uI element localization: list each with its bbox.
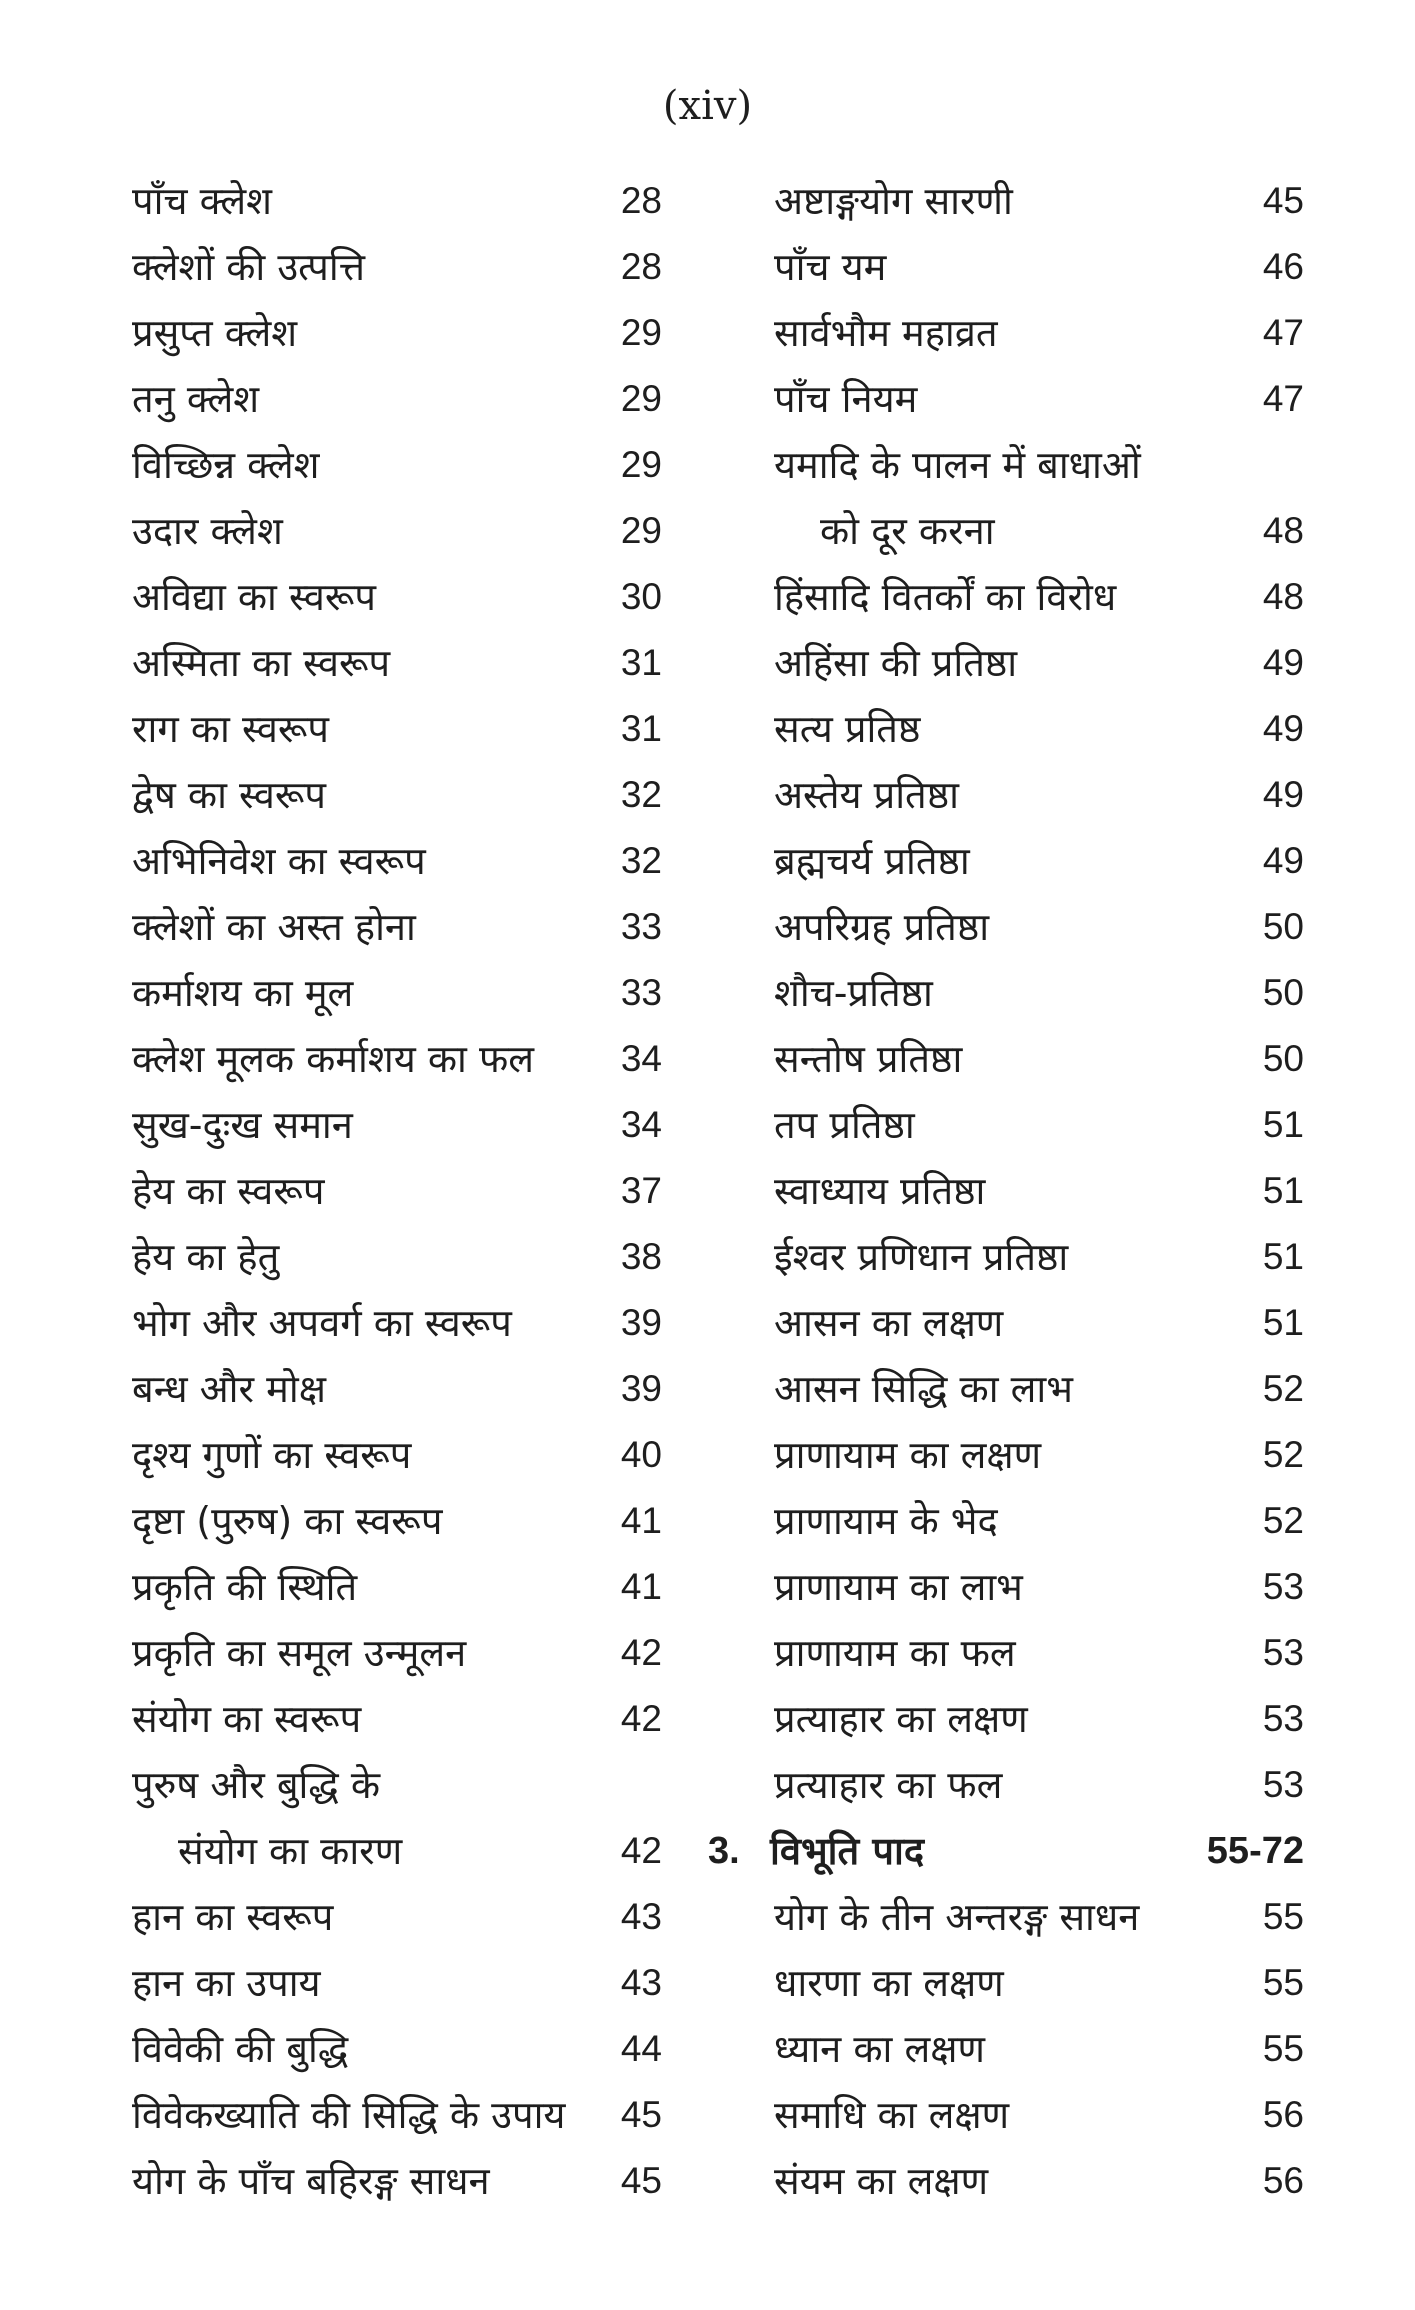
toc-entry-title: योग के तीन अन्तरङ्ग साधन: [774, 1895, 1140, 1939]
toc-entry-title: क्लेशों की उत्पत्ति: [132, 245, 365, 289]
toc-entry-page: 45: [620, 2160, 662, 2201]
toc-entry-page: 49: [1262, 840, 1304, 881]
toc-entry-title: प्रसुप्त क्लेश: [132, 311, 298, 355]
toc-entry-page: 38: [620, 1236, 662, 1277]
toc-entry-page: 51: [1262, 1302, 1304, 1343]
toc-entry-page: 34: [620, 1038, 662, 1079]
toc-entry-title: अष्टाङ्गयोग सारणी: [774, 179, 1013, 223]
toc-entry-title: आसन का लक्षण: [774, 1301, 1004, 1345]
toc-entry: [712, 1290, 1304, 1356]
toc-entry-title: कर्माशय का मूल: [132, 971, 354, 1015]
toc-entry-title: हेय का स्वरूप: [132, 1169, 325, 1213]
toc-entry-title: सन्तोष प्रतिष्ठा: [774, 1037, 963, 1081]
toc-entry-title: प्राणायाम का लक्षण: [774, 1433, 1042, 1477]
toc-entry-title: विवेकी की बुद्धि: [132, 2027, 349, 2071]
toc-left-column: [132, 168, 662, 2214]
toc-entry-page: 31: [620, 708, 662, 749]
toc-entry-title: पाँच यम: [774, 245, 887, 289]
toc-entry-title: प्राणायाम का लाभ: [774, 1565, 1023, 1609]
toc-entry: [712, 432, 1304, 498]
toc-entry: [712, 366, 1304, 432]
toc-entry-page: 44: [620, 2028, 662, 2069]
toc-entry: [132, 1422, 662, 1488]
toc-entry-page: 55: [1262, 1896, 1304, 1937]
toc-entry-page: 29: [620, 312, 662, 353]
toc-entry-title: भोग और अपवर्ग का स्वरूप: [132, 1301, 512, 1345]
toc-entry-title: सुख-दुःख समान: [132, 1103, 353, 1147]
toc-entry: [712, 1554, 1304, 1620]
toc-right-entries: [712, 168, 1304, 1818]
toc-entry-page: 47: [1262, 378, 1304, 419]
toc-entry-title: प्रकृति की स्थिति: [132, 1565, 358, 1609]
toc-entry-title: तप प्रतिष्ठा: [774, 1103, 915, 1147]
toc-entry: [132, 1224, 662, 1290]
toc-entry-title: हान का उपाय: [132, 1961, 321, 2005]
toc-entry-title: अभिनिवेश का स्वरूप: [132, 839, 426, 883]
toc-entry: [132, 564, 662, 630]
toc-entry-title: प्रत्याहार का फल: [774, 1763, 1003, 1807]
toc-entry-title: संयम का लक्षण: [774, 2159, 989, 2203]
toc-entry-page: 41: [620, 1500, 662, 1541]
toc-entry-page: 33: [620, 972, 662, 1013]
toc-entry: [712, 1488, 1304, 1554]
toc-entry-page: 48: [1262, 576, 1304, 617]
toc-entry: [712, 2148, 1304, 2214]
toc-entry-page: 37: [620, 1170, 662, 1211]
toc-entry-title: दृष्टा (पुरुष) का स्वरूप: [132, 1499, 443, 1543]
toc-entry-page: 48: [1262, 510, 1304, 551]
toc-entry-page: 49: [1262, 708, 1304, 749]
toc-entry-page: 29: [620, 510, 662, 551]
toc-entry: [132, 234, 662, 300]
toc-entry-page: 52: [1262, 1368, 1304, 1409]
toc-entry-page: 51: [1262, 1104, 1304, 1145]
toc-entry: [132, 1290, 662, 1356]
toc-entry-page: 42: [620, 1698, 662, 1739]
toc-entry: [712, 1752, 1304, 1818]
toc-entry: [132, 1158, 662, 1224]
toc-entry-title: स्वाध्याय प्रतिष्ठा: [774, 1169, 986, 1213]
toc-entry: [712, 828, 1304, 894]
toc-entry: [712, 960, 1304, 1026]
toc-entry-title: आसन सिद्धि का लाभ: [774, 1367, 1073, 1411]
section-number: 3.: [708, 1830, 740, 1872]
toc-entry: [712, 1950, 1304, 2016]
toc-entry-title: ईश्वर प्रणिधान प्रतिष्ठा: [774, 1235, 1069, 1279]
toc-entry-title: समाधि का लक्षण: [774, 2093, 1010, 2137]
toc-entry: [132, 2016, 662, 2082]
toc-entry-page: 56: [1262, 2160, 1304, 2201]
toc-entry-title: अस्तेय प्रतिष्ठा: [774, 773, 959, 817]
toc-entry-title: को दूर करना: [820, 509, 995, 553]
toc-entry-page: 51: [1262, 1170, 1304, 1211]
toc-entry-page: 34: [620, 1104, 662, 1145]
toc-entry: [132, 1620, 662, 1686]
toc-entry-page: 32: [620, 774, 662, 815]
toc-entry-page: 50: [1262, 1038, 1304, 1079]
toc-entry: [132, 2082, 662, 2148]
toc-entry-page: 45: [1262, 180, 1304, 221]
toc-entry-page: 49: [1262, 774, 1304, 815]
toc-entry-page: 28: [620, 246, 662, 287]
toc-section-entries: [712, 1884, 1304, 2214]
page-number: (xiv): [662, 83, 753, 129]
toc-entry: [132, 960, 662, 1026]
toc-entry-title: ध्यान का लक्षण: [774, 2027, 985, 2071]
toc-entry: [712, 168, 1304, 234]
toc-entry-title: बन्ध और मोक्ष: [132, 1367, 326, 1411]
toc-entry-page: 45: [620, 2094, 662, 2135]
toc-entry-title: प्रत्याहार का लक्षण: [774, 1697, 1028, 1741]
toc-entry: [712, 1158, 1304, 1224]
toc-entry: [712, 696, 1304, 762]
toc-entry: [712, 1422, 1304, 1488]
toc-entry: [712, 1026, 1304, 1092]
toc-entry: [132, 1554, 662, 1620]
toc-entry-title: क्लेशों का अस्त होना: [132, 905, 416, 949]
toc-entry: [132, 1488, 662, 1554]
toc-entry-title: पाँच क्लेश: [132, 179, 272, 223]
toc-entry: [132, 366, 662, 432]
section-page-range: 55-72: [1206, 1830, 1304, 1872]
toc-entry-title: अविद्या का स्वरूप: [132, 575, 376, 619]
toc-entry: [712, 2016, 1304, 2082]
toc-entry: [712, 1224, 1304, 1290]
toc-entry-page: 53: [1262, 1632, 1304, 1673]
toc-entry-title: ब्रह्मचर्य प्रतिष्ठा: [774, 839, 970, 883]
toc-entry: [132, 498, 662, 564]
toc-entry-page: 53: [1262, 1566, 1304, 1607]
toc-entry-title: हिंसादि वितर्कों का विरोध: [774, 575, 1117, 619]
toc-entry-page: 28: [620, 180, 662, 221]
toc-entry-page: 52: [1262, 1434, 1304, 1475]
toc-entry-title: विवेकख्याति की सिद्धि के उपाय: [132, 2093, 566, 2137]
toc-entry: [132, 1752, 662, 1818]
toc-entry: [712, 894, 1304, 960]
toc-entry-title: अस्मिता का स्वरूप: [132, 641, 391, 685]
toc-entry-title: द्वेष का स्वरूप: [132, 773, 327, 817]
toc-entry-page: 40: [620, 1434, 662, 1475]
toc-entry-title: हेय का हेतु: [132, 1235, 280, 1279]
toc-entry-page: 29: [620, 378, 662, 419]
toc-entry-page: 56: [1262, 2094, 1304, 2135]
toc-entry-title: हान का स्वरूप: [132, 1895, 334, 1939]
toc-entry-title: संयोग का कारण: [178, 1829, 403, 1873]
toc-entry-title: योग के पाँच बहिरङ्ग साधन: [132, 2159, 490, 2203]
toc-entry-page: 39: [620, 1368, 662, 1409]
toc-entry: [712, 300, 1304, 366]
toc-entry-page: 47: [1262, 312, 1304, 353]
toc-entry: [712, 498, 1304, 564]
toc-entry-title: प्राणायाम के भेद: [774, 1499, 998, 1543]
toc-entry-page: 53: [1262, 1764, 1304, 1805]
toc-entry-title: प्रकृति का समूल उन्मूलन: [132, 1631, 467, 1675]
toc-entry-page: 53: [1262, 1698, 1304, 1739]
toc-entry-title: पाँच नियम: [774, 377, 918, 421]
toc-entry: [712, 1620, 1304, 1686]
toc-entry: [132, 1950, 662, 2016]
toc-entry: [132, 432, 662, 498]
toc-entry: [132, 894, 662, 960]
toc-entry-title: अपरिग्रह प्रतिष्ठा: [774, 905, 990, 949]
toc-entry-title: राग का स्वरूप: [132, 707, 329, 751]
toc-entry-page: 51: [1262, 1236, 1304, 1277]
toc-entry-page: 32: [620, 840, 662, 881]
toc-entry-page: 42: [620, 1830, 662, 1871]
toc-entry-page: 30: [620, 576, 662, 617]
toc-entry-title: शौच-प्रतिष्ठा: [774, 971, 933, 1015]
toc-entry: [712, 564, 1304, 630]
toc-entry-title: तनु क्लेश: [132, 377, 260, 421]
toc-entry: [712, 1884, 1304, 1950]
toc-entry: [132, 696, 662, 762]
toc-entry-page: 41: [620, 1566, 662, 1607]
toc-right-column: [708, 168, 1304, 2214]
toc-entry-title: अहिंसा की प्रतिष्ठा: [774, 641, 1018, 685]
toc-entry: [712, 1092, 1304, 1158]
toc-entry: [712, 2082, 1304, 2148]
toc-entry-page: 42: [620, 1632, 662, 1673]
toc-entry: [132, 1092, 662, 1158]
toc-entry-title: धारणा का लक्षण: [774, 1961, 1004, 2005]
toc-entry-page: 33: [620, 906, 662, 947]
toc-entry: [712, 234, 1304, 300]
toc-entry: [132, 762, 662, 828]
toc-entry-title: प्राणायाम का फल: [774, 1631, 1016, 1675]
toc-entry-page: 43: [620, 1962, 662, 2003]
toc-entry: [132, 168, 662, 234]
toc-entry-title: संयोग का स्वरूप: [132, 1697, 362, 1741]
toc-entry-title: विच्छिन्न क्लेश: [132, 443, 320, 487]
toc-entry-page: 43: [620, 1896, 662, 1937]
section-title: विभूति पाद: [770, 1829, 925, 1873]
toc-entry-page: 55: [1262, 2028, 1304, 2069]
toc-entry: [712, 1356, 1304, 1422]
toc-entry-title: यमादि के पालन में बाधाओं: [774, 443, 1141, 487]
toc-entry-title: दृश्य गुणों का स्वरूप: [132, 1433, 412, 1477]
toc-entry: [132, 630, 662, 696]
toc-entry: [132, 1026, 662, 1092]
toc-entry-page: 50: [1262, 972, 1304, 1013]
toc-entry-title: क्लेश मूलक कर्माशय का फल: [132, 1037, 535, 1081]
toc-entry-page: 50: [1262, 906, 1304, 947]
toc-entry-page: 39: [620, 1302, 662, 1343]
toc-entry: [132, 1818, 662, 1884]
toc-entry-title: सत्य प्रतिष्ठ: [774, 707, 921, 751]
toc-entry-title: सार्वभौम महाव्रत: [774, 311, 998, 355]
toc-entry-title: पुरुष और बुद्धि के: [132, 1763, 381, 1807]
toc-entry: [132, 1356, 662, 1422]
section-heading: [708, 1818, 1304, 1884]
toc-entry: [712, 630, 1304, 696]
toc-entry: [132, 828, 662, 894]
toc-entry: [712, 1686, 1304, 1752]
toc-entry-page: 46: [1262, 246, 1304, 287]
toc-entry: [132, 1884, 662, 1950]
toc-entry-page: 52: [1262, 1500, 1304, 1541]
toc-entry-page: 55: [1262, 1962, 1304, 2003]
toc-entry-page: 29: [620, 444, 662, 485]
toc-entry-page: 31: [620, 642, 662, 683]
toc-entry-title: उदार क्लेश: [132, 509, 283, 553]
toc-entry: [132, 1686, 662, 1752]
toc-entry-page: 49: [1262, 642, 1304, 683]
toc-entry: [712, 762, 1304, 828]
toc-entry: [132, 300, 662, 366]
toc-entry: [132, 2148, 662, 2214]
